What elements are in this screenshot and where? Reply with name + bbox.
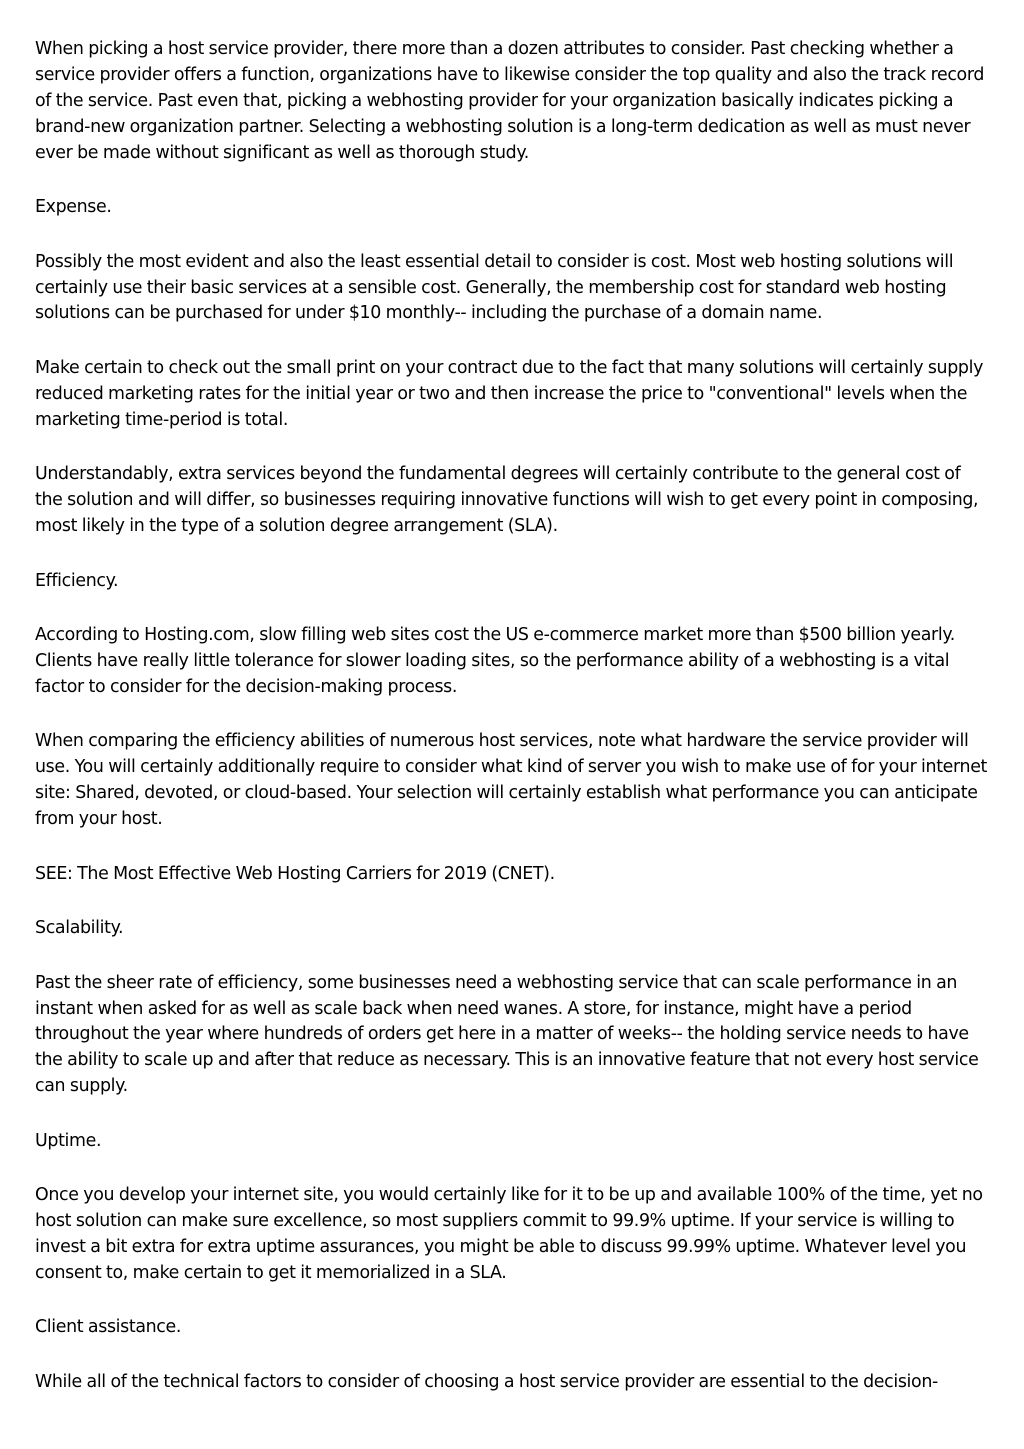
paragraph-cost: Possibly the most evident and also the least essential detail to consider is cost. Most web hosting solutions will certainly use their basic services at a sensible cost. Generally, the membership cost for standard web hosting solutions can be purchased for under $10 monthly-- including the purchase of a domain name. [35, 251, 954, 324]
heading-expense: Expense. [35, 197, 112, 218]
paragraph-hosting-stats: According to Hosting.com, slow filling web sites cost the US e-commerce market more than $500 billion yearly. Clients have really little tolerance for slower loading sites, so the performance ability of a webhosting is a vital factor to consider for the decision-making process. [35, 625, 955, 697]
heading-uptime: Uptime. [35, 1130, 102, 1151]
paragraph-extra-services: Understandably, extra services beyond the fundamental degrees will certainly contribute to the general cost of the solution and will differ, so businesses requiring innovative functions will wish to get every point in composing, most likely in the type of a solution degree arrangement (SLA). [35, 464, 979, 537]
paragraph-small-print: Make certain to check out the small print on your contract due to the fact that many solutions will certainly supply reduced marketing rates for the initial year or two and then increase the price to "conventional" levels when the marketing time-period is total. [35, 357, 984, 430]
paragraph-uptime: Once you develop your internet site, you would certainly like for it to be up and available 100% of the time, yet no host solution can make sure excellence, so most suppliers commit to 99.9% uptime. If your service is willing to invest a bit extra for extra uptime assurances, you might be able to discuss 99.99% uptime. Whatever level you consent to, make certain to get it memorialized in a SLA. [35, 1185, 983, 1283]
paragraph-scalability: Past the sheer rate of efficiency, some businesses need a webhosting service that can scale performance in an instant when asked for as well as scale back when need wanes. A store, for instance, might have a period throughout the year where hundreds of orders get here in a matter of weeks-- the holding service needs to have the ability to scale up and after that reduce as necessary. This is an innovative feature that not every host service can supply. [35, 972, 979, 1097]
paragraph-intro: When picking a host service provider, there more than a dozen attributes to consider. Past checking whether a service provider offers a function, organizations have to likewise consider the top quality and also the track record of the service. Past even that, picking a webhosting provider for your organization basically indicates picking a brand-new organization partner. Selecting a webhosting solution is a long-term dedication as well as must never ever be made without significant as well as thorough study. [35, 39, 985, 163]
heading-scalability: Scalability. [35, 918, 124, 939]
paragraph-see-cnet: SEE: The Most Effective Web Hosting Carriers for 2019 (CNET). [35, 863, 555, 884]
paragraph-technical-factors: While all of the technical factors to consider of choosing a host service provider are essential to the decision- [35, 1371, 938, 1392]
heading-efficiency: Efficiency. [35, 570, 119, 591]
paragraph-comparing-efficiency: When comparing the efficiency abilities of numerous host services, note what hardware the service provider will use. You will certainly additionally require to consider what kind of server you wish to make use of for your internet site: Shared, devoted, or cloud-based. Your selection will certainly establish what performance you can anticipate from your host. [35, 731, 988, 830]
document-page [35, 37, 991, 1424]
heading-client-assistance: Client assistance. [35, 1317, 182, 1338]
